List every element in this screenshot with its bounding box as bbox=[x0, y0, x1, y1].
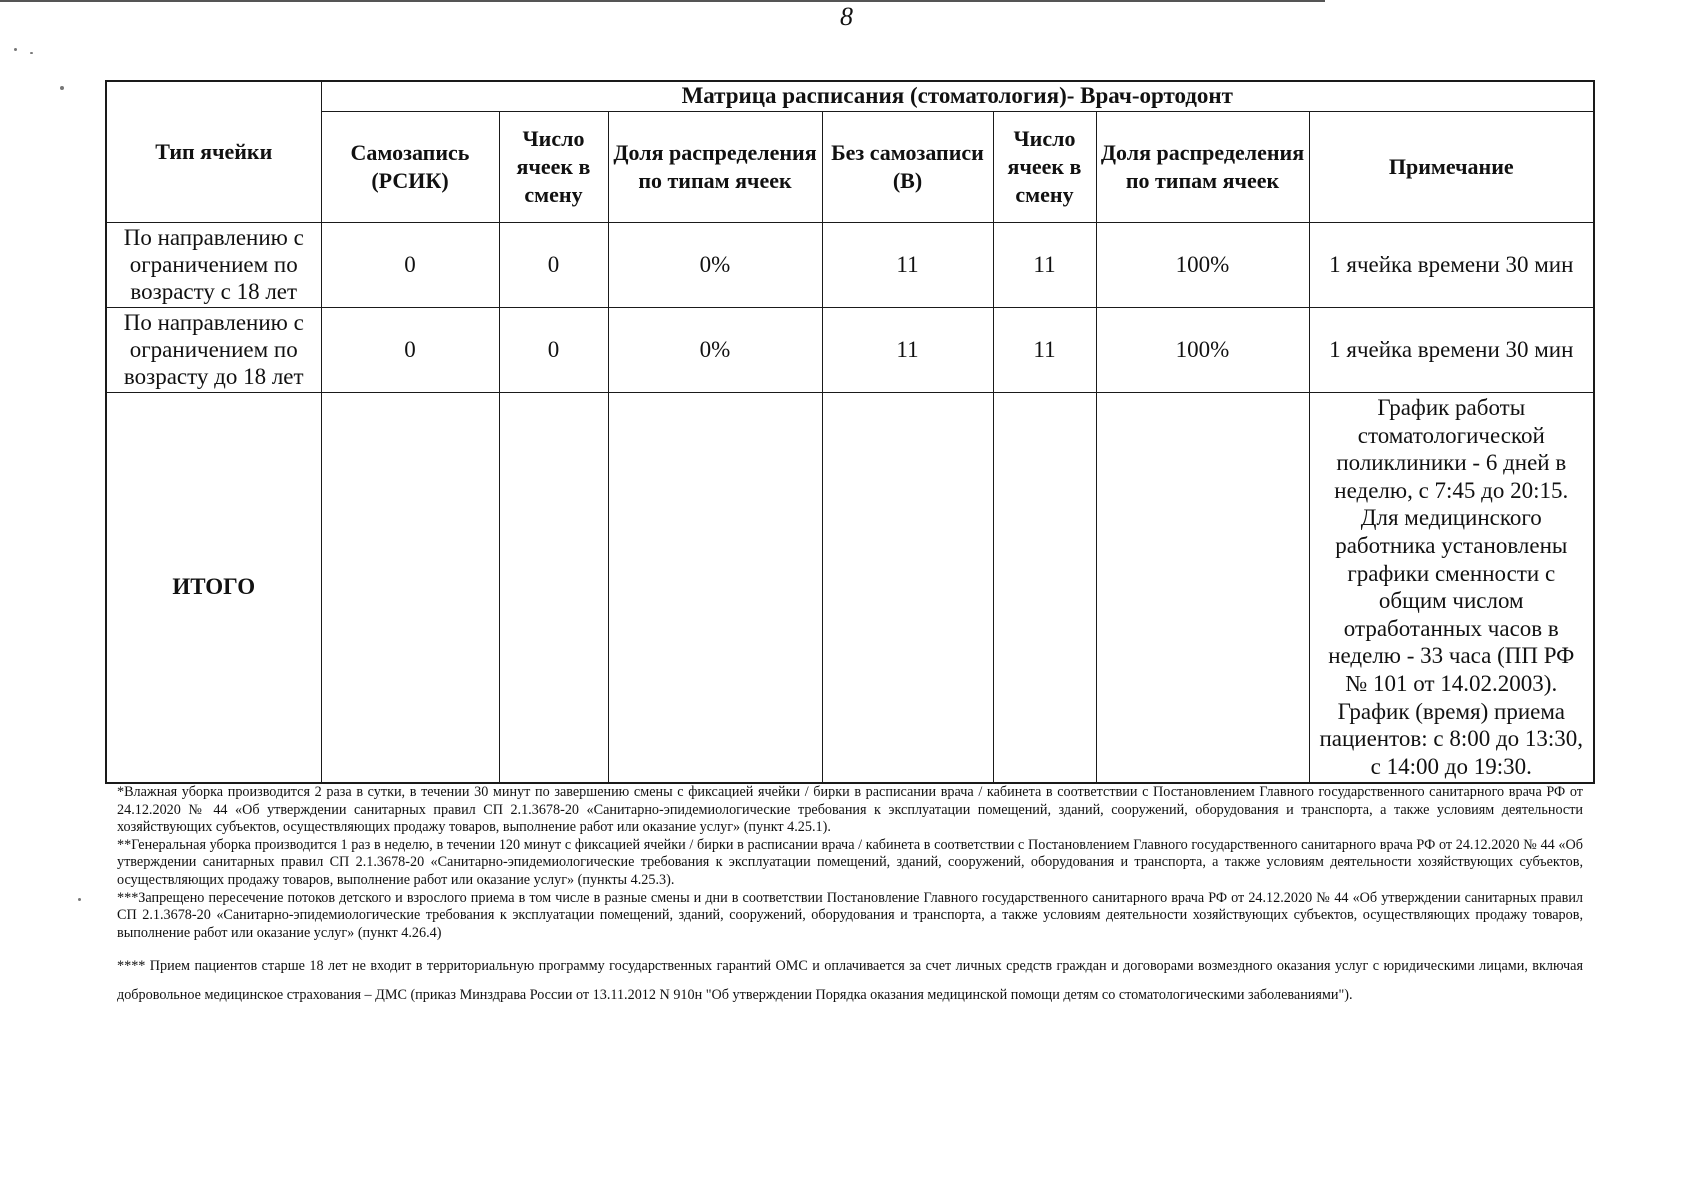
header-self-record: Самозапись (РСИК) bbox=[321, 111, 499, 222]
table-title: Матрица расписания (стоматология)- Врач-ортодонт bbox=[321, 81, 1594, 111]
row-no-self-record: 11 bbox=[822, 307, 993, 392]
total-empty-cell bbox=[822, 392, 993, 783]
total-empty-cell bbox=[608, 392, 822, 783]
table-row bbox=[106, 307, 1594, 392]
footnotes bbox=[117, 784, 1583, 1010]
table-header-row bbox=[106, 111, 1594, 222]
header-cells-per-shift: Число ячеек в смену bbox=[499, 111, 608, 222]
row-self-record: 0 bbox=[321, 222, 499, 307]
scan-speck bbox=[60, 86, 64, 90]
scan-top-border bbox=[0, 0, 1325, 2]
table-row bbox=[106, 222, 1594, 307]
total-label: ИТОГО bbox=[106, 392, 321, 783]
row-cells-per-shift: 0 bbox=[499, 307, 608, 392]
row-cells-per-shift: 11 bbox=[993, 222, 1096, 307]
table-title-row bbox=[106, 81, 1594, 111]
row-cells-per-shift: 11 bbox=[993, 307, 1096, 392]
schedule-matrix-table bbox=[105, 80, 1595, 784]
page-number: 8 bbox=[840, 2, 853, 31]
header-distribution-share: Доля распределения по типам ячеек bbox=[1096, 111, 1309, 222]
header-distribution-share: Доля распределения по типам ячеек bbox=[608, 111, 822, 222]
total-empty-cell bbox=[993, 392, 1096, 783]
row-note: 1 ячейка времени 30 мин bbox=[1309, 307, 1594, 392]
row-cells-per-shift: 0 bbox=[499, 222, 608, 307]
footnote-general-cleaning: **Генеральная уборка производится 1 раз в неделю, в течении 120 минут с фиксацией ячейки / бирки в расписании врача / кабинета в соответствии с Постановлением Главного государственного санитарного врача РФ от 24.12.2020 № 44 «Об утверждении санитарных правил СП 2.1.3678-20 «Санитарно-эпидемиологические требования к эксплуатации помещений, зданий, сооружений, оборудования и транспорта, а также условиям деятельности хозяйствующих субъектов, осуществляющих продажу товаров, выполнение работ или оказание услуг» (пункты 4.25.3). bbox=[117, 836, 1583, 888]
row-cell-type: По направлению с ограничением по возрасту до 18 лет bbox=[106, 307, 321, 392]
row-distribution-share: 0% bbox=[608, 222, 822, 307]
total-note: График работы стоматологической поликлиники - 6 дней в неделю, с 7:45 до 20:15. Для медицинского работника установлены графики сменности с общим числом отработанных часов в неделю - 33 часа (ПП РФ № 101 от 14.02.2003). График (время) приема пациентов: с 8:00 до 13:30, с 14:00 до 19:30. bbox=[1309, 392, 1594, 783]
header-cell-type: Тип ячейки bbox=[106, 81, 321, 222]
row-distribution-share: 0% bbox=[608, 307, 822, 392]
total-empty-cell bbox=[499, 392, 608, 783]
header-no-self-record: Без самозаписи (В) bbox=[822, 111, 993, 222]
header-note: Примечание bbox=[1309, 111, 1594, 222]
row-note: 1 ячейка времени 30 мин bbox=[1309, 222, 1594, 307]
row-self-record: 0 bbox=[321, 307, 499, 392]
footnote-wet-cleaning: *Влажная уборка производится 2 раза в сутки, в течении 30 минут по завершению смены с фиксацией ячейки / бирки в расписании врача / кабинета в соответствии с Постановлением Главного государственного санитарного врача РФ от 24.12.2020 № 44 «Об утверждении санитарных правил СП 2.1.3678-20 «Санитарно-эпидемиологические требования к эксплуатации помещений, зданий, сооружений, оборудования и транспорта, а также условиям деятельности хозяйствующих субъектов, осуществляющих продажу товаров, выполнение работ или оказание услуг» (пункт 4.25.1). bbox=[117, 784, 1583, 836]
total-empty-cell bbox=[321, 392, 499, 783]
row-distribution-share: 100% bbox=[1096, 307, 1309, 392]
scan-speck bbox=[30, 52, 33, 54]
scan-speck bbox=[14, 48, 17, 51]
footnote-paid-services: **** Прием пациентов старше 18 лет не входит в территориальную программу государственных гарантий ОМС и оплачивается за счет личных средств граждан и договорами возмездного оказания услуг с юридическими лицами, включая добровольное медицинское страхования – ДМС (приказ Минздрава России от 13.11.2012 N 910н "Об утверждении Порядка оказания медицинской помощи детям со стоматологическими заболеваниями"). bbox=[117, 958, 1583, 1004]
row-distribution-share: 100% bbox=[1096, 222, 1309, 307]
row-cell-type: По направлению с ограничением по возрасту с 18 лет bbox=[106, 222, 321, 307]
total-row bbox=[106, 392, 1594, 783]
row-no-self-record: 11 bbox=[822, 222, 993, 307]
footnote-patient-flow: ***Запрещено пересечение потоков детского и взрослого приема в том числе в разные смены и дни в соответствии Постановление Главного государственного санитарного врача РФ от 24.12.2020 № 44 «Об утверждении санитарных правил СП 2.1.3678-20 «Санитарно-эпидемиологические требования к эксплуатации помещений, зданий, сооружений, оборудования и транспорта, а также условиям деятельности хозяйствующих субъектов, осуществляющих продажу товаров, выполнение работ или оказание услуг» (пункт 4.26.4) bbox=[117, 889, 1583, 941]
header-cells-per-shift: Число ячеек в смену bbox=[993, 111, 1096, 222]
scan-speck bbox=[78, 898, 81, 901]
total-empty-cell bbox=[1096, 392, 1309, 783]
